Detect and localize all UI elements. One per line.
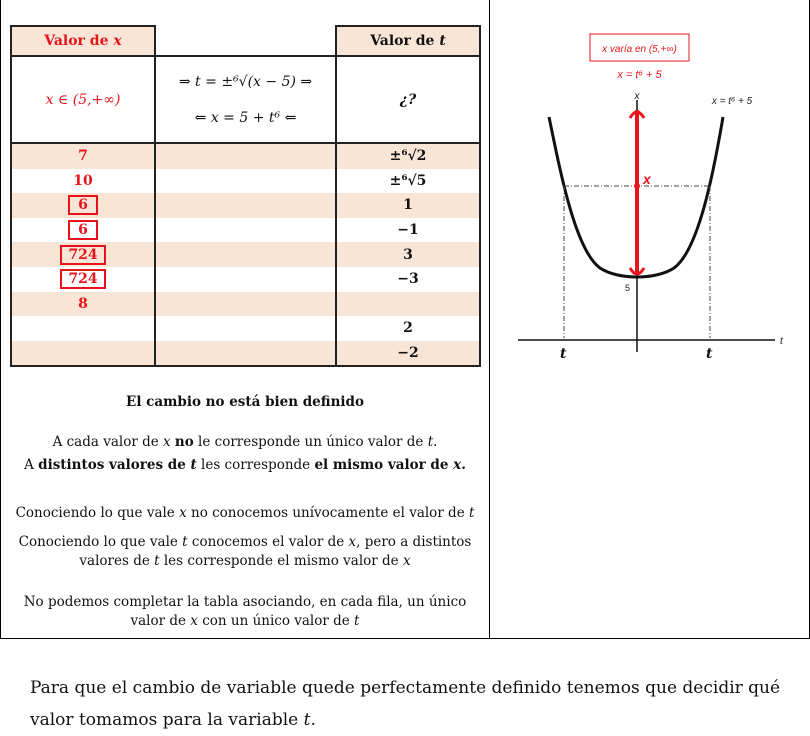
- t-unknown: ¿?: [336, 56, 480, 143]
- x-value-highlighted: 6: [70, 222, 96, 238]
- function-graph: [490, 0, 810, 380]
- x-value-highlighted: 724: [62, 247, 104, 263]
- header-blank: [155, 26, 336, 56]
- red-formula: x = t⁶ + 5: [617, 69, 662, 81]
- table-row: [11, 218, 480, 243]
- bottom-line-2: valor tomamos para la variable t.: [30, 710, 316, 730]
- formula-cell: [155, 56, 336, 143]
- formula-top: ⇒ t = ±⁶√(x − 5) ⇒: [178, 73, 313, 90]
- t-value: 2: [336, 316, 480, 341]
- header-x: Valor de x: [11, 26, 155, 56]
- note-line-2: A distintos valores de t les corresponde el mismo valor de x.: [24, 457, 466, 473]
- t-value: 1: [336, 193, 480, 218]
- table-row: [11, 242, 480, 267]
- t-left-label: t: [560, 346, 567, 362]
- x-value: 7: [78, 148, 88, 165]
- table-row: [11, 169, 480, 194]
- x-axis-label: x: [634, 91, 640, 102]
- note-line-5: valores de t les corresponde el mismo valor de x: [79, 553, 411, 569]
- table-row: [11, 143, 480, 169]
- x-value: 10: [73, 172, 93, 189]
- notes-title: El cambio no está bien definido: [126, 394, 364, 410]
- domain-box-label: x varía en (5,+∞): [602, 44, 677, 55]
- note-line-4: Conociendo lo que vale t conocemos el valor de x, pero a distintos: [18, 534, 472, 550]
- x-value: 8: [78, 295, 88, 312]
- change-of-variable-table: [10, 25, 481, 367]
- t-value: −3: [336, 267, 480, 292]
- table-row: [11, 193, 480, 218]
- table-row: [11, 292, 480, 317]
- note-line-6: No podemos completar la tabla asociando, en cada fila, un único: [23, 594, 467, 610]
- point-label: x: [643, 171, 651, 187]
- t-value: [336, 292, 480, 317]
- x-value-highlighted: 724: [62, 271, 104, 287]
- curve-label: x = t⁶ + 5: [711, 96, 753, 107]
- header-t: Valor de t: [336, 26, 480, 56]
- t-value: −1: [336, 218, 480, 243]
- note-line-3: Conociendo lo que vale x no conocemos unívocamente el valor de t: [15, 505, 475, 521]
- x-value-highlighted: 6: [70, 197, 96, 213]
- bottom-line-1: Para que el cambio de variable quede perfectamente definido tenemos que decidir qué: [30, 678, 781, 698]
- five-tick: 5: [625, 283, 631, 293]
- x-point: [634, 183, 640, 189]
- table-row: [11, 316, 480, 341]
- x-domain: x ∈ (5,+∞): [11, 56, 155, 143]
- note-line-7: valor de x con un único valor de t: [130, 613, 360, 629]
- formula-bottom: ⇐ x = 5 + t⁶ ⇐: [194, 109, 297, 126]
- t-value: ±⁶√5: [336, 169, 480, 194]
- t-right-label: t: [706, 346, 713, 362]
- table-row: [11, 267, 480, 292]
- t-value: −2: [336, 341, 480, 367]
- t-value: 3: [336, 242, 480, 267]
- table-row: [11, 341, 480, 367]
- t-value: ±⁶√2: [336, 143, 480, 169]
- note-line-1: A cada valor de x no le corresponde un único valor de t.: [52, 434, 438, 450]
- t-axis-label: t: [780, 336, 783, 347]
